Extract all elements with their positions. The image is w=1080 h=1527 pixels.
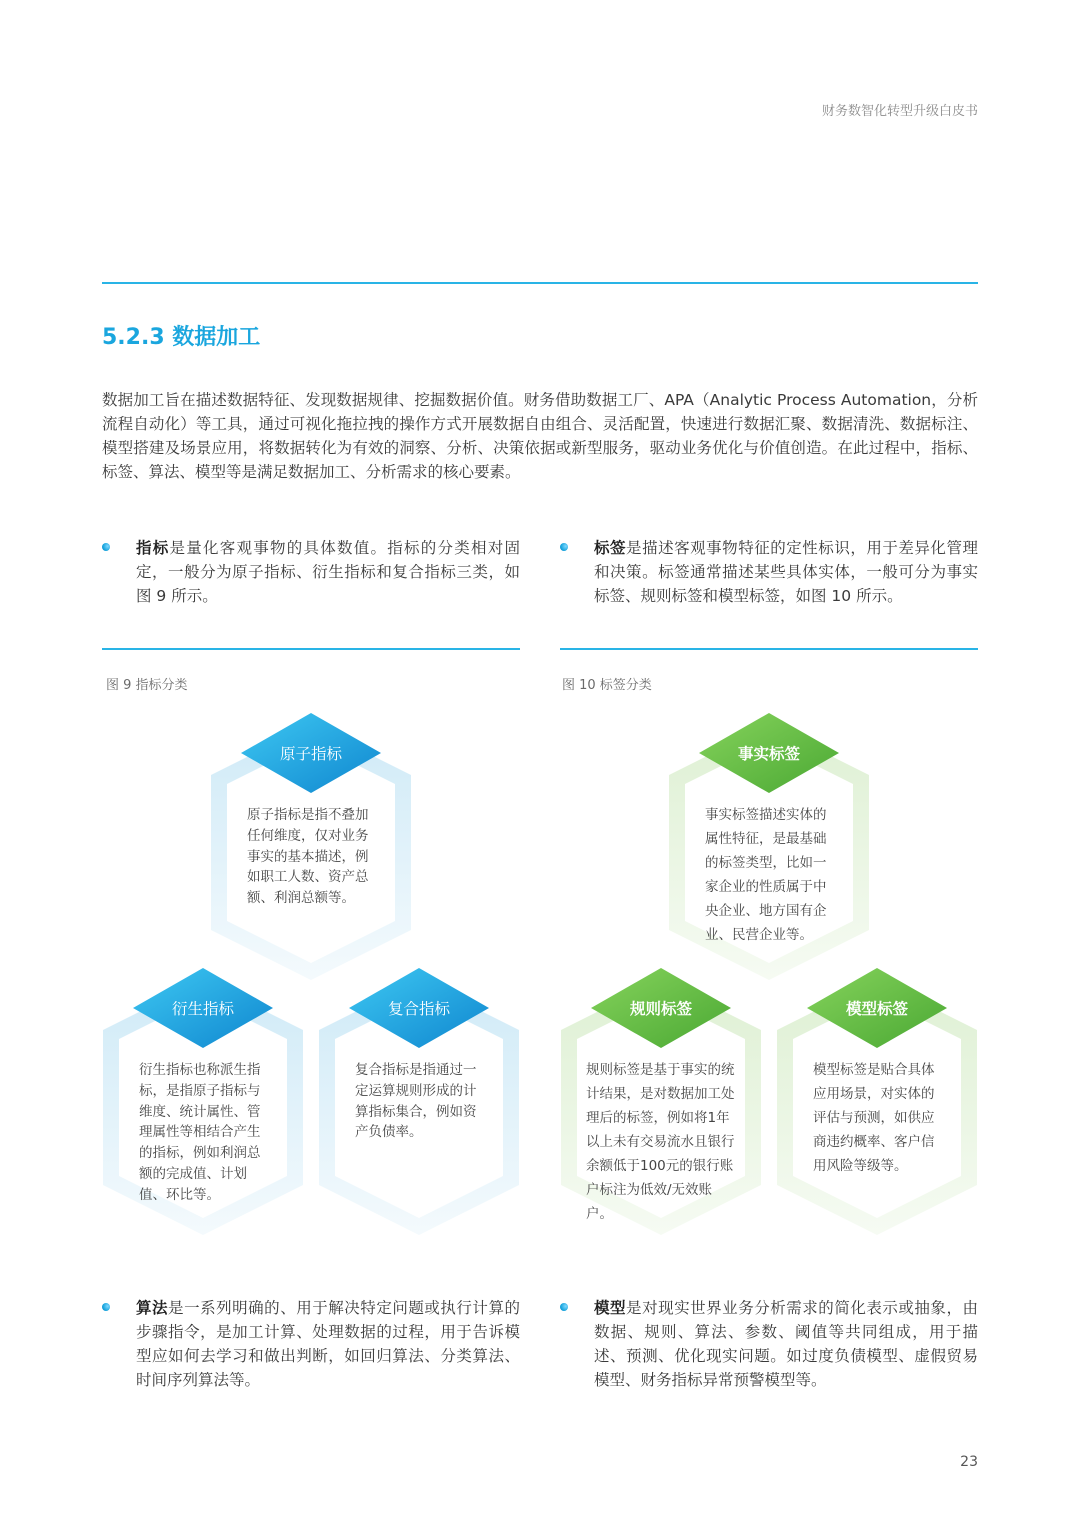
running-header: 财务数智化转型升级白皮书 (821, 104, 978, 119)
bullet-model (594, 1296, 978, 1392)
rule-description: 规则标签是基于事实的统计结果，是对数据加工处理后的标签，例如将1年以上未有交易流水且银行余额低于100元的银行账户标注为低效/无效账户。 (586, 1062, 735, 1222)
model-description: 模型标签是贴合具体应用场景，对实体的评估与预测，如供应商违约概率、客户信用风险等级等。 (813, 1062, 935, 1174)
badge-label-atomic: 原子指标 (279, 745, 343, 763)
page-number: 23 (960, 1454, 978, 1470)
bullet-term: 标签 (594, 539, 627, 557)
section-title: 5.2.3 数据加工 (102, 325, 261, 350)
bullet-text: 是描述客观事物特征的定性标识，用于差异化管理和决策。标签通常描述某些具体实体，一般可分为事实标签、规则标签和模型标签，如图 10 所示。 (594, 539, 978, 605)
badge-label-composite: 复合指标 (387, 1000, 451, 1018)
badge-label-model: 模型标签 (845, 1000, 909, 1018)
composite-description: 复合指标是指通过一定运算规则形成的计算指标集合，例如资产负债率。 (355, 1062, 477, 1141)
atomic-description: 原子指标是指不叠加任何维度，仅对业务事实的基本描述，例如职工人数、资产总额、利润总额等。 (247, 807, 369, 907)
bullet-dot-icon (102, 1303, 110, 1311)
bullet-algorithm (136, 1296, 520, 1392)
bullet-term: 算法 (136, 1299, 169, 1317)
fact-description: 事实标签描述实体的属性特征，是最基础的标签类型，比如一家企业的性质属于中央企业、地方国有企业、民营企业等。 (705, 807, 827, 943)
bullet-dot-icon (560, 1303, 568, 1311)
bullet-text: 是量化客观事物的具体数值。指标的分类相对固定，一般分为原子指标、衍生指标和复合指标三类，如图 9 所示。 (136, 539, 520, 605)
figure9-caption: 图 9 指标分类 (106, 678, 188, 693)
badge-label-rule: 规则标签 (629, 1000, 693, 1018)
bullet-term: 模型 (594, 1299, 627, 1317)
bullet-text: 是一系列明确的、用于解决特定问题或执行计算的步骤指令，是加工计算、处理数据的过程，用于告诉模型应如何去学习和做出判断，如回归算法、分类算法、时间序列算法等。 (136, 1299, 520, 1389)
derived-description: 衍生指标也称派生指标，是指原子指标与维度、统计属性、管理属性等相结合产生的指标，例如利润总额的完成值、计划值、环比等。 (139, 1062, 261, 1203)
figure10-caption: 图 10 标签分类 (562, 678, 652, 693)
bullet-text: 是对现实世界业务分析需求的简化表示或抽象，由数据、规则、算法、参数、阈值等共同组成，用于描述、预测、优化现实问题。如过度负债模型、虚假贸易模型、财务指标异常预警模型等。 (594, 1299, 978, 1389)
badge-label-fact: 事实标签 (737, 745, 801, 763)
badge-label-derived: 衍生指标 (171, 1000, 235, 1018)
intro-paragraph: 数据加工旨在描述数据特征、发现数据规律、挖掘数据价值。财务借助数据工厂、APA（Analytic Process Automation，分析流程自动化）等工具，通过可视化拖拉拽的操作方式开展数据自由组合、灵活配置，快速进行数据汇聚、数据清洗、数据标注、模型搭建及场景应用，将数据转化为有效的洞察、分析、决策依据或新型服务，驱动业务优化与价值创造。在此过程中，指标、标签、算法、模型等是满足数据加工、分析需求的核心要素。 (102, 391, 978, 481)
bullet-term: 指标 (136, 539, 170, 557)
